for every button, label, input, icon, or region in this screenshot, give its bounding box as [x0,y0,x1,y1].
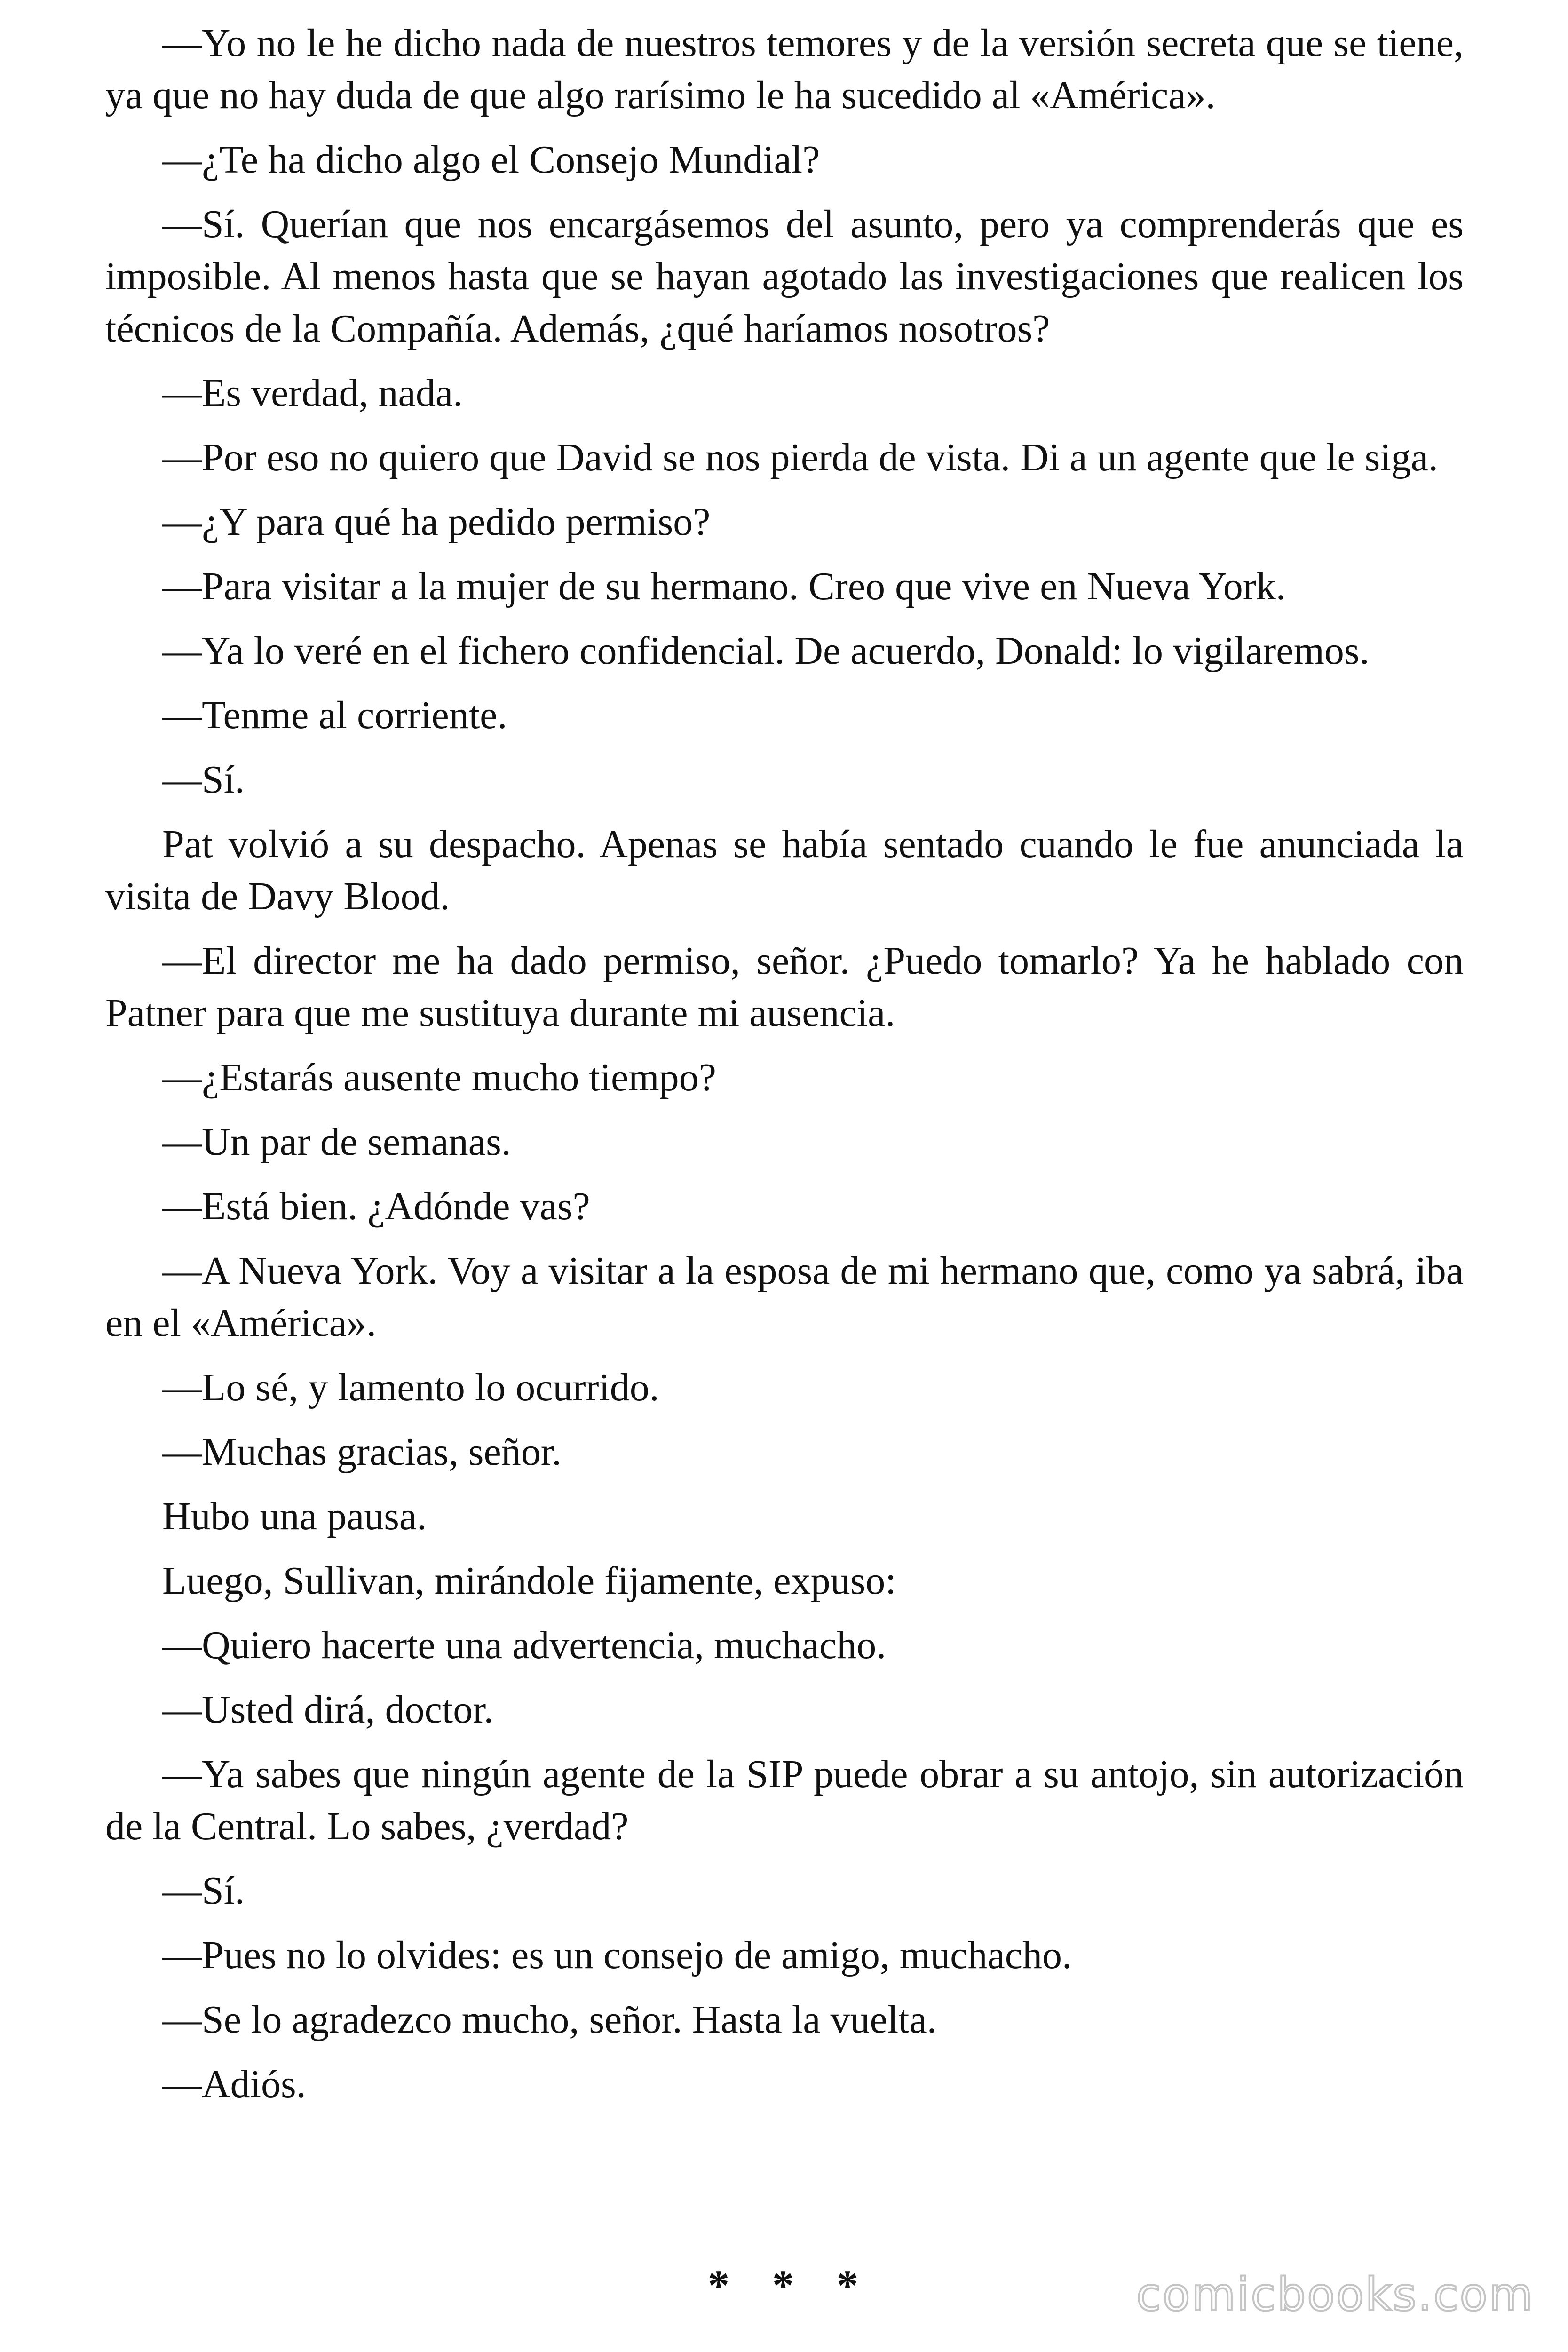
paragraph: Hubo una pausa. [162,1494,427,1538]
paragraph: —Sí. [162,758,245,802]
paragraph: —¿Te ha dicho algo el Consejo Mundial? [162,138,820,182]
paragraph: —Sí. Querían que nos encargásemos del asunto, pero ya comprenderás que es imposible. Al menos hasta que se hayan agotado las investigaciones que realicen los técnicos de la Compañía. Además, ¿qué haríamos nosotros? [105,202,1464,350]
paragraph: —¿Y para qué ha pedido permiso? [162,500,711,544]
paragraph: —Muchas gracias, señor. [162,1430,562,1474]
paragraph: —Ya lo veré en el fichero confidencial. De acuerdo, Donald: lo vigilaremos. [162,629,1370,673]
paragraph: —Pues no lo olvides: es un consejo de amigo, muchacho. [162,1933,1072,1977]
paragraph: —Lo sé, y lamento lo ocurrido. [162,1366,659,1409]
paragraph: —El director me ha dado permiso, señor. ¿Puedo tomarlo? Ya he hablado con Patner para que me sustituya durante mi ausencia. [105,939,1464,1035]
book-page-text [105,17,1464,2122]
paragraph: —Ya sabes que ningún agente de la SIP puede obrar a su antojo, sin autorización de la Central. Lo sabes, ¿verdad? [105,1752,1464,1848]
paragraph: —Quiero hacerte una advertencia, muchacho. [162,1623,887,1667]
paragraph: Pat volvió a su despacho. Apenas se había sentado cuando le fue anunciada la visita de Davy Blood. [105,822,1464,918]
paragraph: —Usted dirá, doctor. [162,1688,494,1732]
paragraph: —Adiós. [162,2062,306,2106]
paragraph: —Sí. [162,1869,245,1913]
paragraph: —Tenme al corriente. [162,693,507,737]
paragraph: —Para visitar a la mujer de su hermano. Creo que vive en Nueva York. [162,564,1286,608]
paragraph: —Un par de semanas. [162,1120,511,1164]
paragraph: —Yo no le he dicho nada de nuestros temores y de la versión secreta que se tiene, ya que no hay duda de que algo rarísimo le ha sucedido al «América». [105,21,1464,117]
paragraph: —Por eso no quiero que David se nos pierda de vista. Di a un agente que le siga. [162,436,1438,479]
section-separator: * * * [708,2261,860,2309]
paragraph: —¿Estarás ausente mucho tiempo? [162,1056,716,1099]
watermark-logo: comicbooks.com [1136,2268,1534,2321]
paragraph: —A Nueva York. Voy a visitar a la esposa de mi hermano que, como ya sabrá, iba en el «América». [105,1249,1464,1345]
paragraph: Luego, Sullivan, mirándole fijamente, expuso: [162,1559,896,1603]
paragraph: —Está bien. ¿Adónde vas? [162,1184,590,1228]
paragraph: —Se lo agradezco mucho, señor. Hasta la vuelta. [162,1998,937,2042]
paragraph: —Es verdad, nada. [162,371,463,415]
